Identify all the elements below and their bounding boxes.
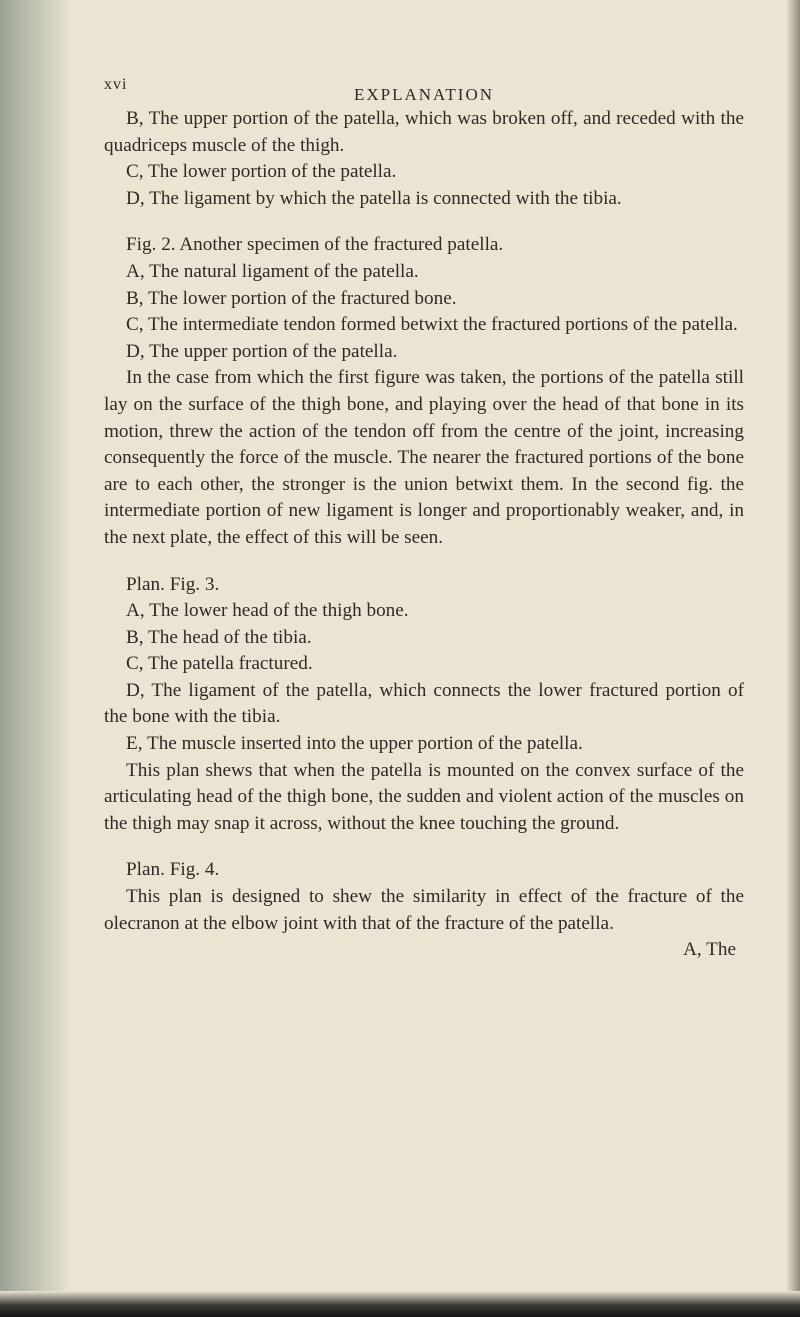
body-paragraph: This plan is designed to shew the similarity in effect of the fracture of the olecranon at the elbow joint with that of the fracture of the patella. <box>104 886 744 934</box>
legend-entry-d: D, The ligament by which the patella is connected with the tibia. <box>126 187 622 209</box>
catchword: A, The <box>683 939 736 961</box>
plan-heading-fig-4: Plan. Fig. 4. <box>126 859 220 881</box>
legend-entry-a: A, The lower head of the thigh bone. <box>126 600 409 622</box>
book-page <box>104 70 744 964</box>
legend-entry-d: D, The upper portion of the patella. <box>126 340 398 362</box>
legend-entry-a: A, The natural ligament of the patella. <box>126 260 419 282</box>
page-number: xvi <box>104 76 128 93</box>
plan-heading-fig-3: Plan. Fig. 3. <box>126 573 220 595</box>
page-bottom-edge <box>0 1291 800 1317</box>
legend-entry-c: C, The intermediate tendon formed betwixt the fractured portions of the patella. <box>126 314 738 336</box>
page-right-edge <box>786 0 800 1317</box>
body-paragraph: This plan shews that when the patella is mounted on the convex surface of the articulating head of the thigh bone, the sudden and violent action of the muscles on the thigh may snap it across, without the knee touching the ground. <box>104 759 744 834</box>
legend-entry-c: C, The patella fractured. <box>126 653 313 675</box>
body-paragraph: In the case from which the first figure was taken, the portions of the patella still lay on the surface of the thigh bone, and playing over the head of that bone in its motion, threw the action of the tendon off from the centre of the joint, increasing consequently the force of the muscle. The nearer the fractured portions of the bone are to each other, the stronger is the union betwixt them. In the second fig. the intermediate portion of new ligament is longer and proportionably weaker, and, in the next plate, the effect of this will be seen. <box>104 367 744 548</box>
legend-entry-b: B, The head of the tibia. <box>126 626 312 648</box>
legend-entry-c: C, The lower portion of the patella. <box>126 161 397 183</box>
page-header <box>104 70 744 104</box>
book-binding-edge <box>0 0 72 1317</box>
legend-entry-e: E, The muscle inserted into the upper portion of the patella. <box>126 733 583 755</box>
running-title: EXPLANATION <box>353 85 495 104</box>
figure-heading-fig-2: Fig. 2. Another specimen of the fractured patella. <box>126 234 504 256</box>
legend-entry-b: B, The upper portion of the patella, which was broken off, and receded with the quadriceps muscle of the thigh. <box>104 108 744 156</box>
legend-entry-d: D, The ligament of the patella, which connects the lower fractured portion of the bone with the tibia. <box>104 679 744 728</box>
legend-entry-b: B, The lower portion of the fractured bone. <box>126 287 457 309</box>
